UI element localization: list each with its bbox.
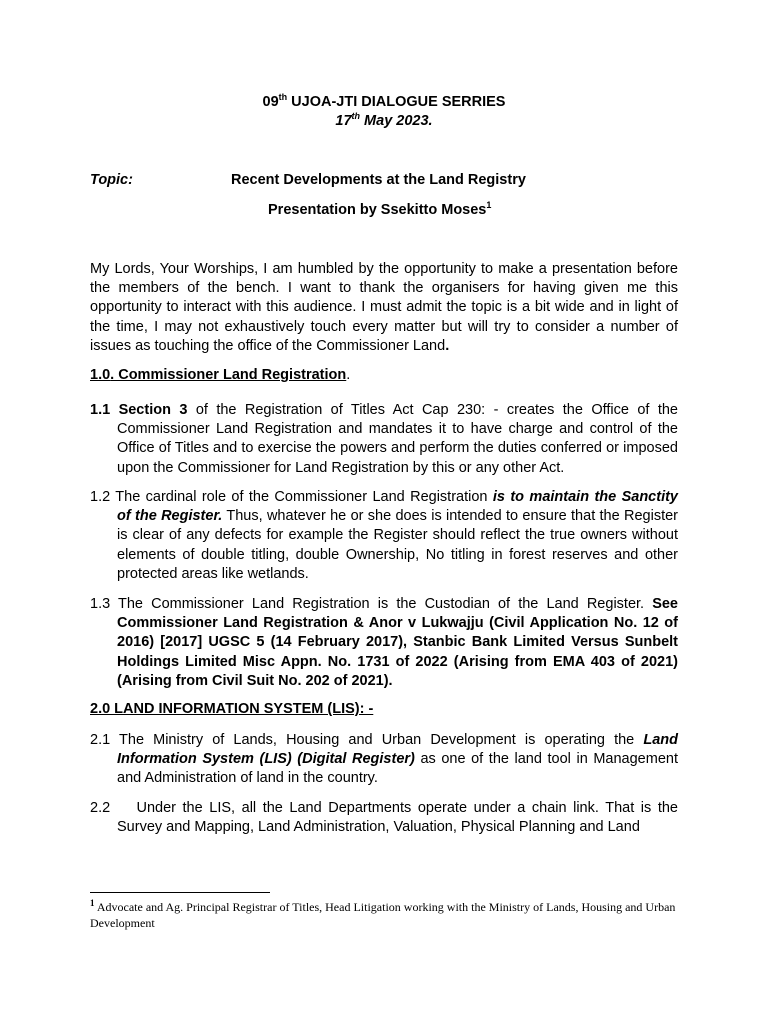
footnote-ref: 1 (486, 200, 492, 211)
paragraph-1-3: 1.3 The Commissioner Land Registration is the Custodian of the Land Register. See Commissioner Land Registration & Anor v Lukwajju (Civil Application No. 12 of 2016) [2017] UGSC 5 (14 February 2017), Stanbic Bank Limited Versus Sunbelt Holdings Limited Misc Appn. No. 1731 of 2022 (Arising from EMA 403 of 2021) (Arising from Civil Suit No. 202 of 2021). (90, 596, 678, 689)
paragraph-1-1: 1.1 Section 3 of the Registration of Titles Act Cap 230: - creates the Office of the Commissioner Land Registration and mandates it to have charge and control of the Office of Titles and to exercise the powers and perform the duties conferred or imposed upon the Commissioner for Land Registration by this or any other Act. (90, 402, 678, 476)
paragraph-2-2: 2.2 Under the LIS, all the Land Departments operate under a chain link. That is the Survey and Mapping, Land Administration, Valuation, Physical Planning and Land (90, 800, 678, 836)
paragraph-1-2: 1.2 The cardinal role of the Commissioner Land Registration is to maintain the Sanctity of the Register. Thus, whatever he or she does is intended to ensure that the Register is clear of any defects for example the Register should reflect the true owners without elements of double titling, double Ownership, No titling in forest reserves and other protected areas like wetlands. (90, 489, 679, 582)
footnote: $^1$ Advocate and Ag. Principal Registrar of Titles, Head Litigation working with the Ministry of Lands, Housing and Urban Development (90, 898, 676, 930)
series-title: 09th UJOA-JTI DIALOGUE SERRIES (262, 92, 506, 110)
presenter-line: Presentation by Ssekitto Moses$^1$ (268, 200, 492, 218)
section-1-heading: 1.0. Commissioner Land Registration. (90, 367, 351, 383)
footnote-separator (90, 892, 270, 893)
footnote-marker: 1 (90, 898, 95, 908)
paragraph-2-1: 2.1 The Ministry of Lands, Housing and Urban Development is operating the Land Information System (LIS) (Digital Register) as one of the land tool in Management and Administration of land in the country. (90, 732, 678, 787)
topic-label: Topic: (90, 172, 133, 188)
topic-title: Recent Developments at the Land Registry (231, 172, 526, 188)
section-2-heading: 2.0 LAND INFORMATION SYSTEM (LIS): - (90, 701, 374, 717)
intro-paragraph: My Lords, Your Worships, I am humbled by the opportunity to make a presentation before the members of the bench. I want to thank the organisers for having given me this opportunity to interact with this audience. I must admit the topic is a bit wide and in light of the time, I may not exhaustively touch every matter but will try to consider a number of issues as touching the office of the Commissioner Land. (90, 261, 678, 354)
event-date: 17th May 2023. (335, 111, 433, 129)
